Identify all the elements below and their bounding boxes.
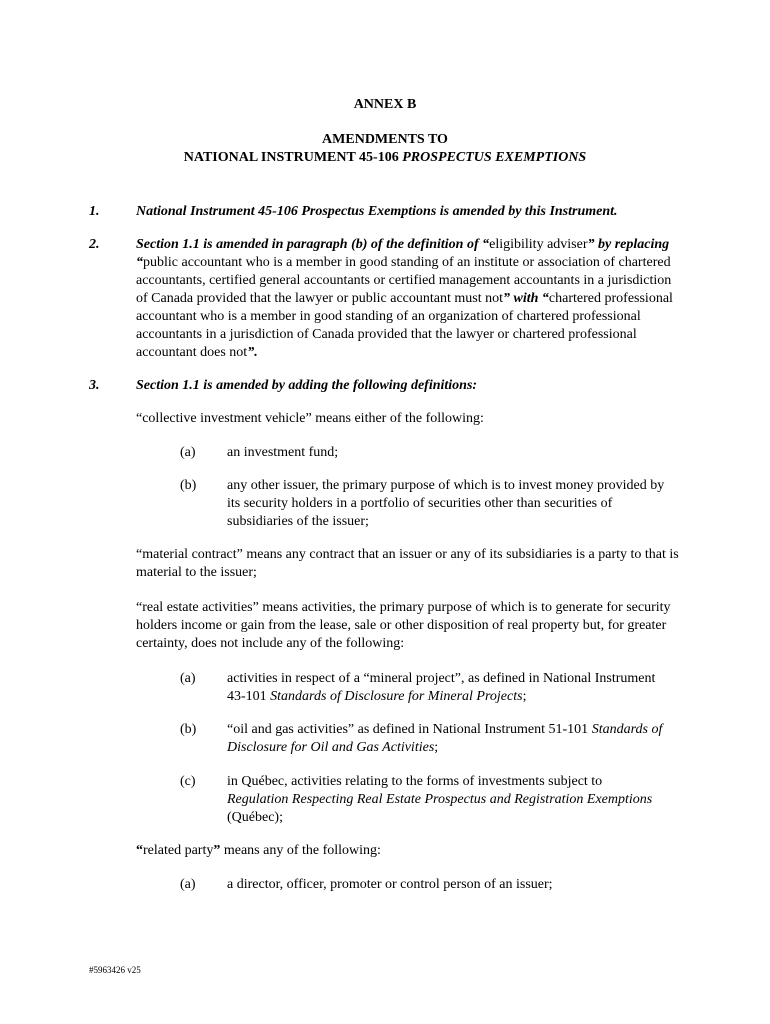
re-c-italic: Regulation Respecting Real Estate Prospectus and Registration Exemptions — [227, 792, 653, 807]
re-b-text — [227, 721, 667, 757]
document-id-footer: #5963426 v25 — [89, 965, 141, 975]
rp-term: related party — [143, 843, 214, 858]
def-real-estate-intro: “real estate activities” means activities, the primary purpose of which is to generate for security holders income or gain from the lease, sale or other disposition of real property but, for greater certainty, does not include any of the following: — [136, 600, 671, 651]
s2-bi2: ” by replacing “ — [136, 237, 670, 270]
s2-bi3: ” with “ — [503, 291, 549, 306]
re-b-end: ; — [434, 740, 439, 755]
re-c-end: (Québec); — [227, 810, 283, 825]
re-b-italic: Standards of Disclosure for Oil and Gas Activities — [227, 722, 663, 755]
re-c-plain: in Québec, activities relating to the forms of investments subject to — [227, 774, 603, 789]
civ-b-label: (b) — [180, 478, 197, 493]
re-a-text — [227, 670, 667, 706]
section-3-text: Section 1.1 is amended by adding the following definitions: — [136, 378, 478, 393]
title-prefix: NATIONAL INSTRUMENT 45-106 — [183, 150, 403, 165]
re-a-end: ; — [522, 689, 527, 704]
section-1-number: 1. — [89, 204, 100, 219]
section-2-text — [136, 236, 681, 362]
def-civ-intro: “collective investment vehicle” means either of the following: — [136, 411, 484, 426]
civ-a-text: an investment fund; — [227, 445, 339, 460]
rp-rest: means any of the following: — [220, 843, 381, 858]
section-3-number: 3. — [89, 378, 100, 393]
title-line-2 — [0, 149, 770, 167]
rp-a-label: (a) — [180, 877, 196, 892]
s2-bi1: Section 1.1 is amended in paragraph (b) of the definition of “ — [136, 237, 490, 252]
rp-q1: “ — [136, 843, 143, 858]
re-b-plain: “oil and gas activities” as defined in National Instrument 51-101 — [227, 722, 592, 737]
title-italic: PROSPECTUS EXEMPTIONS — [402, 150, 587, 165]
civ-b-text: any other issuer, the primary purpose of which is to invest money provided by its security holders in a portfolio of securities other than securities of subsidiaries of the issuer; — [227, 478, 665, 529]
re-b-label: (b) — [180, 722, 197, 737]
re-a-label: (a) — [180, 671, 196, 686]
annex-heading: ANNEX B — [353, 97, 417, 112]
re-c-text — [227, 773, 667, 827]
s2-r1: eligibility adviser — [489, 237, 588, 252]
section-1-text: National Instrument 45-106 Prospectus Exemptions is amended by this Instrument. — [136, 204, 618, 219]
re-c-label: (c) — [180, 774, 196, 789]
s2-r2: public accountant who is a member in good standing of an institute or association of chartered accountants, certified general accountants or certified management accountants in a jurisdiction of Canada provided that the lawyer or public accountant must not — [136, 255, 672, 306]
rp-q2: ” — [213, 843, 221, 858]
s2-r3: chartered professional accountant who is a member in good standing of an organization of chartered professional accountants in a jurisdiction of Canada provided that the lawyer or chartered professional accountant does not — [136, 291, 673, 360]
def-related-party-intro — [136, 842, 681, 860]
rp-a-text: a director, officer, promoter or control person of an issuer; — [227, 877, 553, 892]
def-material-contract: “material contract” means any contract that an issuer or any of its subsidiaries is a party to that is material to the issuer; — [136, 547, 679, 580]
re-a-plain: activities in respect of a “mineral project”, as defined in National Instrument 43-101 — [227, 671, 656, 704]
re-a-italic: Standards of Disclosure for Mineral Projects — [270, 689, 523, 704]
civ-a-label: (a) — [180, 445, 196, 460]
title-line-1: AMENDMENTS TO — [322, 132, 448, 147]
section-2-number: 2. — [89, 237, 100, 252]
s2-bi4: ”. — [247, 345, 258, 360]
